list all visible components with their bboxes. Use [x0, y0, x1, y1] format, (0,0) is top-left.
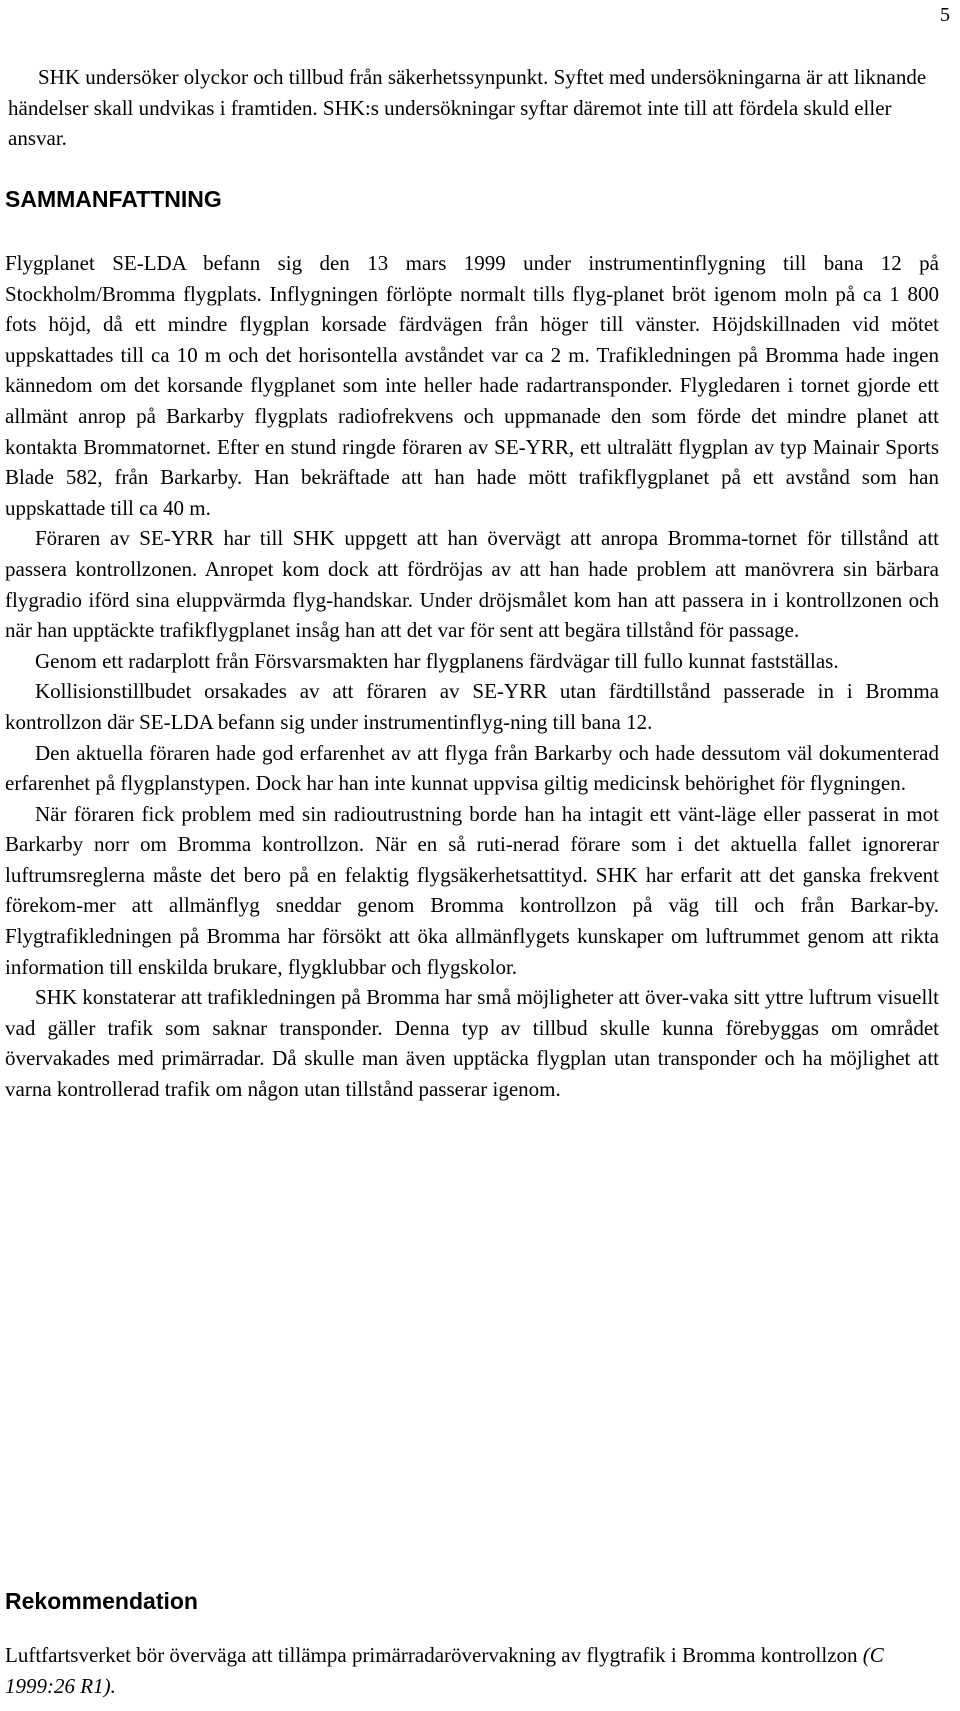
summary-paragraph: När föraren fick problem med sin radioutrustning borde han ha intagit ett vänt-läge eller passerat in mot Barkarby norr om Bromma kontrollzon. När en så ruti-nerad förare som i det aktuella fallet ignorerar luftrumsreglerna måste det bero på en felaktig flygsäkerhetsattityd. SHK har erfarit att det ganska frekvent förekom-mer att allmänflyg sneddar genom Bromma kontrollzon på väg till och från Barkar-by. Flygtrafikledningen på Bromma har försökt att öka allmänflygets kunskaper om luftrummet genom att rikta information till enskilda brukare, flygklubbar och flygskolor. [5, 801, 939, 979]
summary-paragraph: Den aktuella föraren hade god erfarenhet av att flyga från Barkarby och hade dessutom väl dokumenterad erfarenhet på flygplanstypen. Dock har han inte kunnat uppvisa giltig medicinsk behörighet för flygningen. [5, 740, 939, 796]
summary-paragraph: Föraren av SE-YRR har till SHK uppgett att han övervägt att anropa Bromma-tornet för tillstånd att passera kontrollzonen. Anropet kom dock att fördröjas av att han hade problem att manövrera sin bärbara flygradio iförd sina eluppvärmda flyg-handskar. Under dröjsmålet kom han att passera in i kontrollzonen och när han upptäckte trafikflygplanet insåg han att det var för sent att begära tillstånd för passage. [5, 526, 939, 643]
recommendation-text: Luftfartsverket bör överväga att tillämpa primärradarövervakning av flygtrafik i Bromma kontrollzon [5, 1643, 863, 1667]
summary-paragraph: Flygplanet SE-LDA befann sig den 13 mars 1999 under instrumentinflygning till bana 12 på Stockholm/Bromma flygplats. Inflygningen förlöpte normalt tills flyg-planet bröt igenom moln på ca 1 800 fots höjd, då ett mindre flygplan korsade färdvägen från höger till vänster. Höjdskillnaden vid mötet uppskattades till ca 10 m och det horisontella avståndet var ca 2 m. Trafikledningen på Bromma hade ingen kännedom om det korsande flygplanet som inte heller hade radartransponder. Flygledaren i tornet gjorde ett allmänt anrop på Barkarby flygplats radiofrekvens och uppmanade den som förde det mindre planet att kontakta Brommatornet. Efter en stund ringde föraren av SE-YRR, ett ultralätt flygplan av typ Mainair Sports Blade 582, från Barkarby. Han bekräftade att han hade mött trafikflygplanet på ett avstånd som han uppskattade till ca 40 m. [5, 251, 939, 520]
summary-paragraph: Kollisionstillbudet orsakades av att föraren av SE-YRR utan färdtillstånd passerade in i Bromma kontrollzon där SE-LDA befann sig under instrumentinflyg-ning till bana 12. [5, 679, 939, 734]
recommendation-heading: Rekommendation [5, 1588, 198, 1614]
recommendation-reference: (C 1999:26 R1). [5, 1643, 884, 1698]
summary-paragraph: Genom ett radarplott från Försvarsmakten har flygplanens färdvägar till fullo kunnat fastställas. [35, 648, 839, 673]
recommendation-paragraph [5, 1640, 935, 1701]
page-number: 5 [940, 4, 950, 26]
summary-paragraph: SHK konstaterar att trafikledningen på Bromma har små möjligheter att över-vaka sitt yttre luftrum visuellt vad gäller trafik som saknar transponder. Denna typ av tillbud skulle kunna förebyggas om området övervakades med primärradar. Då skulle man även upptäcka flygplan utan transponder och ha möjlighet att varna kontrollerad trafik om någon utan tillstånd passerar igenom. [5, 985, 939, 1102]
summary-section [5, 248, 939, 1105]
intro-paragraph: SHK undersöker olyckor och tillbud från säkerhetssynpunkt. Syftet med undersökningarna är att liknande händelser skall undvikas i framtiden. SHK:s undersökningar syftar däremot inte till att fördela skuld eller ansvar. [8, 65, 927, 150]
summary-heading: SAMMANFATTNING [5, 186, 222, 212]
